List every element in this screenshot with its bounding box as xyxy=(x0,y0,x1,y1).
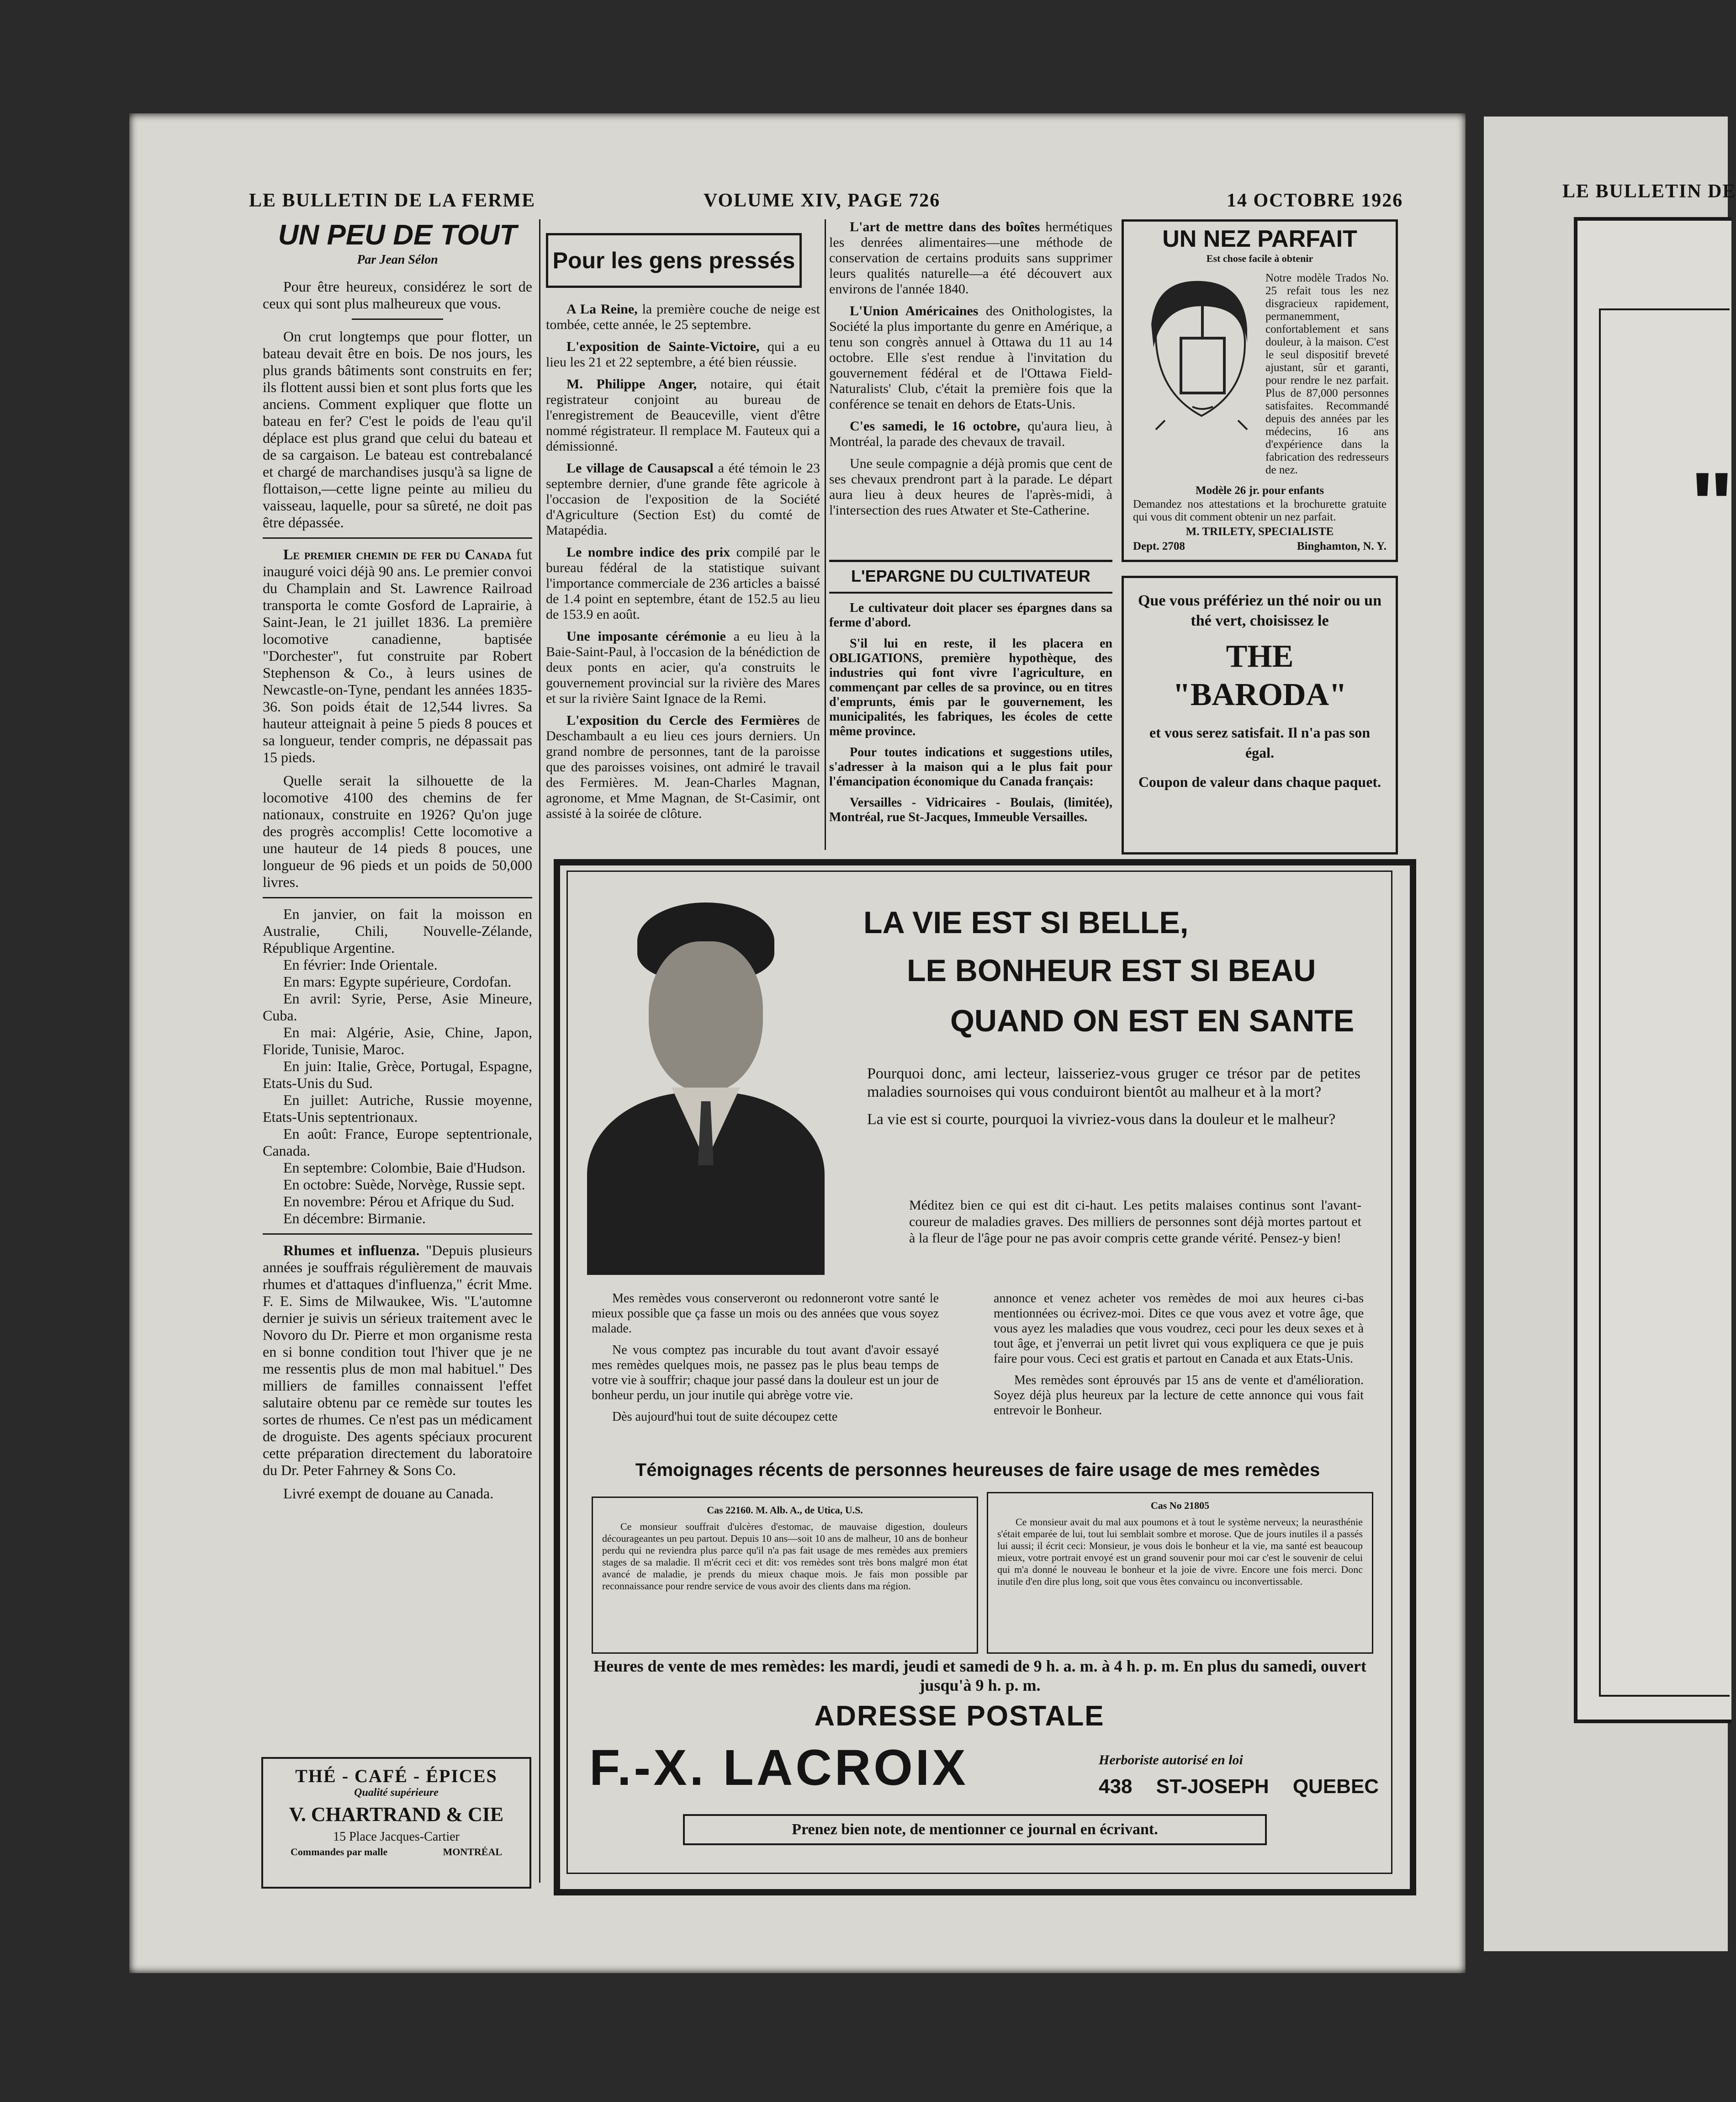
paragraph-lead: Le premier chemin de fer du Canada xyxy=(283,546,512,563)
nez-text: Notre modèle Trados No. 25 refait tous les nez disgracieux rapidement, permanemment, confortablement et sans douleur, à la maison. C'est le seul dispositif breveté ajustant, sûr et garanti, pour rendre le nez parfait. Plus de 87,000 personnes satisfaites. Recommandé depuis des années par les médecins, 16 ans d'expérience dans la fabrication des redresseurs de nez. xyxy=(1265,272,1389,476)
lacroix-herboriste: Herboriste autorisé en loi xyxy=(1099,1752,1243,1768)
portrait-face xyxy=(649,941,763,1092)
baroda-line1: Que vous préfériez un thé noir ou un thé vert, choisissez le xyxy=(1138,592,1381,629)
testimonial-case-21805 xyxy=(987,1492,1373,1654)
temoignages-title: Témoignages récents de personnes heureuses de faire usage de mes remèdes xyxy=(635,1460,1320,1480)
paragraph: S'il lui en reste, il les placera en OBLIGATIONS, première hypothèque, des industries qui font vivre l'agriculture, en commençant par celles de sa province, ou en titres d'emprunts, émis par le gouvernement, les municipalités, les fabriques, les écoles de cette même province. xyxy=(829,637,1112,738)
nez-request: Demandez nos attestations et la brochurette gratuite qui vous dit comment obtenir un nez parfait. xyxy=(1133,498,1387,523)
lacroix-left-text xyxy=(592,1291,939,1431)
lacroix-headline-1: LA VIE EST SI BELLE, xyxy=(863,905,1189,940)
section-title: Pour les gens pressés xyxy=(552,248,795,273)
divider xyxy=(829,592,1112,594)
nez-dept: Dept. 2708 xyxy=(1133,540,1185,552)
next-page-header: LE BULLETIN DE xyxy=(1562,181,1736,202)
nez-model: Modèle 26 jr. pour enfants xyxy=(1195,484,1324,497)
harvest-item: En décembre: Birmanie. xyxy=(283,1210,426,1226)
item-text: notaire, qui était registrateur conjoint au bureau de l'enregistrement de Beauceville, vient d'être nommé régistrateur. Il remplace M. Fauteux qui a démissionné. xyxy=(546,377,820,454)
column-2 xyxy=(546,302,820,828)
nose-corrector-illustration xyxy=(1138,270,1261,430)
lacroix-headline-2: LE BONHEUR EST SI BEAU xyxy=(907,953,1316,988)
paragraph: La vie est si courte, pourquoi la vivriez-vous dans la douleur et le malheur? xyxy=(867,1111,1336,1128)
column-rule xyxy=(825,219,826,850)
chartrand-ad xyxy=(261,1757,531,1889)
paragraph: Pour être heureux, considérez le sort de ceux qui sont plus malheureux que vous. xyxy=(263,278,532,312)
testimonial-text: Ce monsieur avait du mal aux poumons et à tout le système nerveux; la neurasthénie s'était emparée de lui, tout lui semblait sombre et morose. Que de jours inutiles il a passés lui aussi; il écrit ceci: Monsieur, je vous dois le bonheur et la vie, ma santé est beaucoup mieux, votre portrait envoyé est un grand souvenir pour moi car c'est le souvenir de celui qui m'a donné le nouveau le bonheur et la joie de vivre. Encore une fois merci. Donc inutile d'en dire plus long, soit que vous êtes convaincu ou inconvertissable. xyxy=(997,1516,1363,1587)
testimonial-case-22160 xyxy=(592,1497,978,1654)
divider xyxy=(263,897,532,898)
header-center: VOLUME XIV, PAGE 726 xyxy=(704,190,941,211)
item-lead: Une imposante cérémonie xyxy=(566,629,726,644)
chartrand-address: 15 Place Jacques-Cartier xyxy=(333,1830,460,1844)
nez-city: Binghamton, N. Y. xyxy=(1297,540,1387,552)
item-lead: Le nombre indice des prix xyxy=(566,545,730,560)
baroda-line3: Coupon de valeur dans chaque paquet. xyxy=(1138,774,1381,790)
harvest-item: En octobre: Suède, Norvège, Russie sept. xyxy=(283,1176,525,1193)
column-1 xyxy=(263,219,532,1508)
item-text: des Onithologistes, la Société la plus importante du genre en Amérique, a tenu son congrès annuel à Ottawa du 11 au 14 octobre. Elle s'est rendue à l'invitation du gouvernement fédéral et de l'Ottawa Field-Naturalists' Club, c'était la première fois que la conférence se tenait en dehors de Etats-Unis. xyxy=(829,303,1112,412)
item-text: hermétiques les denrées alimentaires—une méthode de conservation de certains produits sans supprimer leurs qualités naturelle—a été découvert aux environs de l'année 1840. xyxy=(829,219,1112,297)
byline: Par Jean Sélon xyxy=(357,253,438,267)
item-lead: Le village de Causapscal xyxy=(566,461,714,476)
header-left: LE BULLETIN DE LA FERME xyxy=(249,190,536,211)
paragraph: annonce et venez acheter vos remèdes de moi aux heures ci-bas mentionnées ou écrivez-moi. Dites ce que vous avez et votre âge, que vous ayez les maladies que vous voudrez, ceci pour les deux sexes et à tout âge, et j'enverrai un petit livret qui vous expliquera ce que je puis faire pour vous. Ceci est gratis et partout en Canada et aux Etats-Unis. xyxy=(994,1291,1364,1366)
paragraph: Pour toutes indications et suggestions utiles, s'adresser à la maison qui a le plus fait pour l'émancipation économique du Canada français: xyxy=(829,745,1112,789)
paragraph: Livré exempt de douane au Canada. xyxy=(283,1485,494,1502)
epargne-body xyxy=(829,601,1112,831)
paragraph: Mes remèdes sont éprouvés par 15 ans de vente et d'amélioration. Soyez déjà plus heureux par la lecture de cette annonce qui vous fait entrevoir le Bonheur. xyxy=(994,1373,1364,1417)
paragraph: Pourquoi donc, ami lecteur, laisseriez-vous gruger ce trésor par de petites maladies sournoises qui vous conduiront bientôt au malheur et à la mort? xyxy=(867,1065,1360,1100)
divider xyxy=(263,537,532,539)
item-lead: L'Union Américaines xyxy=(850,303,979,318)
divider xyxy=(352,318,443,320)
paragraph-lead: Rhumes et influenza. xyxy=(283,1242,420,1258)
item-text: qui a eu lieu les 21 et 22 septembre, a été bien réussie. xyxy=(546,339,820,370)
article-title-un-peu-de-tout: UN PEU DE TOUT xyxy=(278,219,517,251)
harvest-item: En septembre: Colombie, Baie d'Hudson. xyxy=(283,1159,526,1176)
lacroix-meditez xyxy=(909,1197,1361,1253)
item-text: a eu lieu à la Baie-Saint-Paul, à l'occasion de la bénédiction de deux ponts en acier, qu'a construits le gouvernement provincial sur la rivière des Mares et sur la rivière Saint Ignace de la Remi. xyxy=(546,629,820,706)
paragraph: Méditez bien ce qui est dit ci-haut. Les petits malaises continus sont l'avant-coureur de maladies graves. Des milliers de personnes sont déjà mortes partout et à la fleur de l'âge pour ne pas avoir compris cette grande vérité. Pensez-y bien! xyxy=(909,1198,1361,1246)
lacroix-address: 438 ST-JOSEPH QUEBEC xyxy=(1099,1775,1379,1798)
item-lead: C'es samedi, le 16 octobre, xyxy=(850,419,1021,434)
column-3 xyxy=(829,219,1112,525)
paragraph: Ne vous comptez pas incurable du tout avant d'avoir essayé mes remèdes quelques mois, ne passez pas le plus beau temps de votre vie à souffrir; chaque jour passé dans la douleur est un jour de bonheur perdu, un jour inutile qui abrège votre vie. xyxy=(592,1343,939,1402)
baroda-line2: et vous serez satisfait. Il n'a pas son égal. xyxy=(1149,724,1370,761)
baroda-the: THE xyxy=(1226,639,1294,674)
adresse-postale: ADRESSE POSTALE xyxy=(814,1700,1105,1732)
harvest-item: En août: France, Europe septentrionale, Canada. xyxy=(263,1125,532,1159)
nez-firm: M. TRILETY, SPECIALISTE xyxy=(1186,526,1334,538)
chartrand-products: THÉ - CAFÉ - ÉPICES xyxy=(295,1766,498,1786)
paragraph: Dès aujourd'hui tout de suite découpez cette xyxy=(612,1410,838,1424)
paragraph: On crut longtemps que pour flotter, un bateau devait être en bois. De nos jours, les plus grands bâtiments sont construits en fer; ils flottent aussi bien et sont plus forts que les anciens. Comment expliquer que flotte un bateau en fer? C'est le poids de l'eau qu'il déplace est plus grand que celui du bateau et de sa cargaison. Le bateau est contrebalancé et chargé de marchandises jusqu'à sa ligne de flottaison,—cette ligne peinte au milieu du vaisseau, laquelle, pour sa sûreté, ne doit pas être dépassée. xyxy=(263,328,532,531)
lacroix-name: F.-X. LACROIX xyxy=(589,1740,969,1796)
harvest-item: En avril: Syrie, Perse, Asie Mineure, Cuba. xyxy=(263,990,532,1024)
item-lead: L'art de mettre dans des boîtes xyxy=(850,219,1040,234)
harvest-item: En novembre: Pérou et Afrique du Sud. xyxy=(283,1193,514,1210)
lacroix-right-text xyxy=(994,1291,1364,1424)
divider xyxy=(829,560,1112,562)
baroda-ad xyxy=(1122,576,1398,855)
nez-subtitle: Est chose facile à obtenir xyxy=(1206,253,1313,264)
column-rule xyxy=(539,219,540,1883)
item-text: qu'aura lieu, à Montréal, la parade des chevaux de travail. xyxy=(829,419,1112,449)
paragraph: fut inauguré voici déjà 90 ans. Le premier convoi du Champlain and St. Lawrence Railroad transporta le comte Gosford de Laprairie, à Saint-Jean, le 21 juillet 1836. La première locomotive canadienne, baptisée "Dorchester", fut construite par Robert Stephenson & Co., à leurs usines de Newcastle-on-Tyne, pendant les années 1835-36. Son poids était de 12,544 livres. Sa hauteur atteignait à peine 5 pieds 8 pouces et sa longueur, tender compris, ne dépassait pas 15 pieds. xyxy=(263,546,532,765)
epargne-title: L'EPARGNE DU CULTIVATEUR xyxy=(851,567,1090,585)
harvest-item: En juillet: Autriche, Russie moyenne, Etats-Unis septentrionaux. xyxy=(263,1092,532,1125)
pour-les-gens-presses-title-box xyxy=(546,233,802,288)
harvest-item: En mai: Algérie, Asie, Chine, Japon, Floride, Tunisie, Maroc. xyxy=(263,1024,532,1057)
chartrand-quality: Qualité supérieure xyxy=(354,1787,439,1799)
testimonial-title: Cas 22160. M. Alb. A., de Utica, U.S. xyxy=(707,1504,863,1516)
item-text: a été témoin le 23 septembre dernier, d'une grande fête agricole à l'occasion de l'exposition de la Société d'Agriculture (Section Est) du comté de Matapédia. xyxy=(546,461,820,538)
testimonial-title: Cas No 21805 xyxy=(1150,1500,1210,1511)
item-lead: M. Philippe Anger, xyxy=(566,377,697,392)
harvest-item: En juin: Italie, Grèce, Portugal, Espagne, Etats-Unis du Sud. xyxy=(263,1058,532,1091)
chartrand-name: V. CHARTRAND & CIE xyxy=(289,1803,504,1826)
nez-parfait-ad xyxy=(1122,219,1398,562)
divider xyxy=(263,1233,532,1235)
item-text: Une seule compagnie a déjà promis que cent de ses chevaux prendront part à la parade. Le départ aura lieu à deux heures de l'après-midi, à l'intersection des rues Atwater et Ste-Catherine. xyxy=(829,456,1112,518)
paragraph: Mes remèdes vous conserveront ou redonneront votre santé le mieux possible que ça fasse un mois ou des années que vous soyez malade. xyxy=(592,1291,939,1336)
next-page-quote-mark: " xyxy=(1690,454,1734,556)
lacroix-intro xyxy=(867,1065,1360,1142)
testimonial-text: Ce monsieur souffrait d'ulcères d'estomac, de mauvaise digestion, douleurs décourageantes un peu partout. Depuis 10 ans—soit 10 ans de malheur, 10 ans de bonheur perdu qui ne reviendra plus parce qu'il n'a pas fait usage de mes remèdes aux premiers stages de sa maladie. Il m'écrit ceci et dit: vos remèdes sont très bons malgré mon état avancé de maladie, je prends du mieux chaque mois. Je fais mon possible par reconnaissance pour rendre service de vous avoir des clients dans ma région. xyxy=(602,1521,968,1592)
item-lead: L'exposition de Sainte-Victoire, xyxy=(566,339,760,354)
lacroix-headline-3: QUAND ON EST EN SANTE xyxy=(950,1003,1355,1038)
chartrand-city: MONTRÉAL xyxy=(443,1846,502,1858)
item-lead: A La Reine, xyxy=(566,302,638,317)
harvest-item: En mars: Egypte supérieure, Cordofan. xyxy=(283,973,512,990)
baroda-name: "BARODA" xyxy=(1172,677,1347,712)
paragraph: Le cultivateur doit placer ses épargnes dans sa ferme d'abord. xyxy=(829,601,1112,630)
header-right: 14 OCTOBRE 1926 xyxy=(1227,190,1403,211)
nez-title: UN NEZ PARFAIT xyxy=(1162,226,1357,252)
chartrand-mail-orders: Commandes par malle xyxy=(291,1846,388,1858)
item-text: la première couche de neige est tombée, cette année, le 25 septembre. xyxy=(546,302,820,332)
paragraph: Quelle serait la silhouette de la locomotive 4100 des chemins de fer nationaux, construite en 1926? Qu'on juge des progrès accomplis! Cette locomotive a une hauteur de 14 pieds 8 pouces, une longueur de 96 pieds et un poids de 50,000 livres. xyxy=(263,772,532,890)
lacroix-hours: Heures de vente de mes remèdes: les mardi, jeudi et samedi de 9 h. a. m. à 4 h. p. m. En plus du samedi, ouvert jusqu'à 9 h. p. m. xyxy=(593,1657,1366,1694)
lacroix-note: Prenez bien note, de mentionner ce journal en écrivant. xyxy=(792,1821,1158,1838)
item-lead: L'exposition du Cercle des Fermières xyxy=(566,713,800,728)
harvest-item: En janvier, on fait la moisson en Australie, Chili, Nouvelle-Zélande, République Argentine. xyxy=(263,906,532,956)
harvest-item: En février: Inde Orientale. xyxy=(283,956,438,973)
lacroix-note-box xyxy=(683,1814,1267,1845)
paragraph: "Depuis plusieurs années je souffrais régulièrement de mauvais rhumes et d'attaques d'influenza," écrit Mme. F. E. Sims de Milwaukee, Wis. "L'automne dernier je suivis un sérieux traitement avec le Novoro du Dr. Pierre et mon organisme resta en si bonne condition tout l'hiver que je ne me ressentis plus de mon mal habituel." Des milliers de familles connaissent l'effet salutaire obtenu par ce remède sur toutes les sortes de rhumes. Ce n'est pas un médicament de droguiste. Des agents spéciaux procurent cette préparation directement du laboratoire du Dr. Peter Fahrney & Sons Co. xyxy=(263,1242,532,1478)
paragraph: Versailles - Vidricaires - Boulais, (limitée), Montréal, rue St-Jacques, Immeuble Versailles. xyxy=(829,796,1112,824)
item-text: de Deschambault a eu lieu ces jours derniers. Un grand nombre de personnes, tant de la paroisse que des paroisses voisines, ont admiré le travail des Fermières. M. Jean-Charles Magnan, agronome, et Mme Magnan, de St-Casimir, ont assisté à la soirée de clôture. xyxy=(546,713,820,821)
item-text: compilé par le bureau fédéral de la statistique suivant l'importance commerciale de 236 articles a baissé de 1.4 point en septembre, étant de 152.5 au lieu de 153.9 en août. xyxy=(546,545,820,622)
